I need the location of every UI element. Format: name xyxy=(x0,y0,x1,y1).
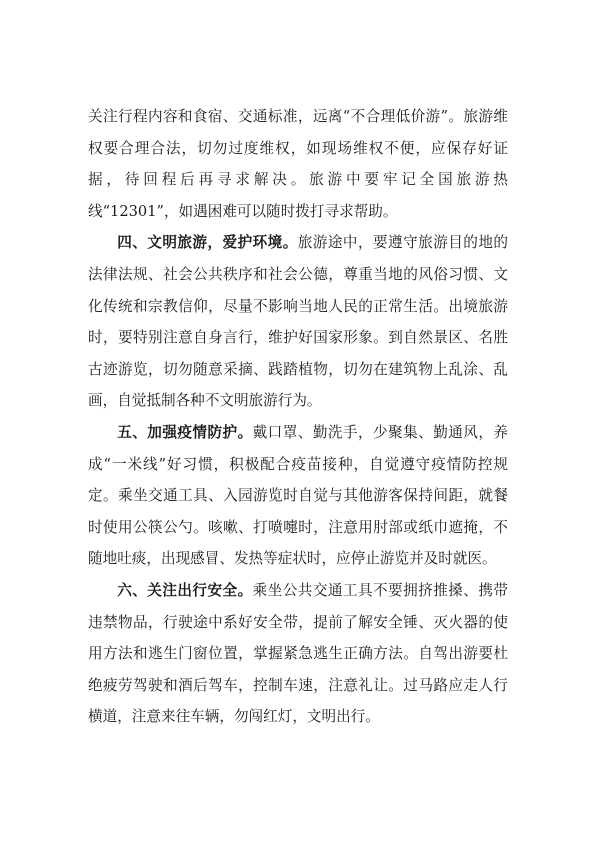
paragraph-civilized-travel xyxy=(88,227,508,417)
paragraph-continuation xyxy=(88,101,508,227)
paragraph-text: 关注行程内容和食宿、交通标准，远离“不合理低价游”。旅游维权要合理合法，切勿过度维权，如现场维权不便，应保存好证据，待回程后再寻求解决。旅游中要牢记全国旅游热线“12301”，如遇困难可以随时拨打寻求帮助。 xyxy=(88,108,508,220)
paragraph-text: 戴口罩、勤洗手，少聚集、勤通风，养成“一米线”好习惯，积极配合疫苗接种，自觉遵守疫情防控规定。乘坐交通工具、入园游览时自觉与其他游客保持间距，就餐时使用公筷公勺。咳嗽、打喷嚏时，注意用肘部或纸巾遮掩，不随地吐痰，出现感冒、发热等症状时，应停止游览并及时就医。 xyxy=(88,423,508,568)
paragraph-travel-safety xyxy=(88,575,508,733)
section-heading: 六、关注出行安全。 xyxy=(117,581,253,599)
paragraph-epidemic-protection xyxy=(88,417,508,575)
paragraph-text: 乘坐公共交通工具不要拥挤推搡、携带违禁物品，行驶途中系好安全带，提前了解安全锤、灭火器的使用方法和逃生门窗位置，掌握紧急逃生正确方法。自驾出游要杜绝疲劳驾驶和酒后驾车，控制车速，注意礼让。过马路应走人行横道，注意来往车辆，勿闯红灯，文明出行。 xyxy=(88,581,508,726)
document-body xyxy=(88,101,508,733)
section-heading: 五、加强疫情防护。 xyxy=(117,423,253,441)
paragraph-text: 旅游途中，要遵守旅游目的地的法律法规、社会公共秩序和社会公德，尊重当地的风俗习惯、文化传统和宗教信仰，尽量不影响当地人民的正常生活。出境旅游时，要特别注意自身言行，维护好国家形象。到自然景区、名胜古迹游览，切勿随意采摘、践踏植物，切勿在建筑物上乱涂、乱画，自觉抵制各种不文明旅游行为。 xyxy=(88,234,508,410)
section-heading: 四、文明旅游，爱护环境。 xyxy=(117,234,298,252)
